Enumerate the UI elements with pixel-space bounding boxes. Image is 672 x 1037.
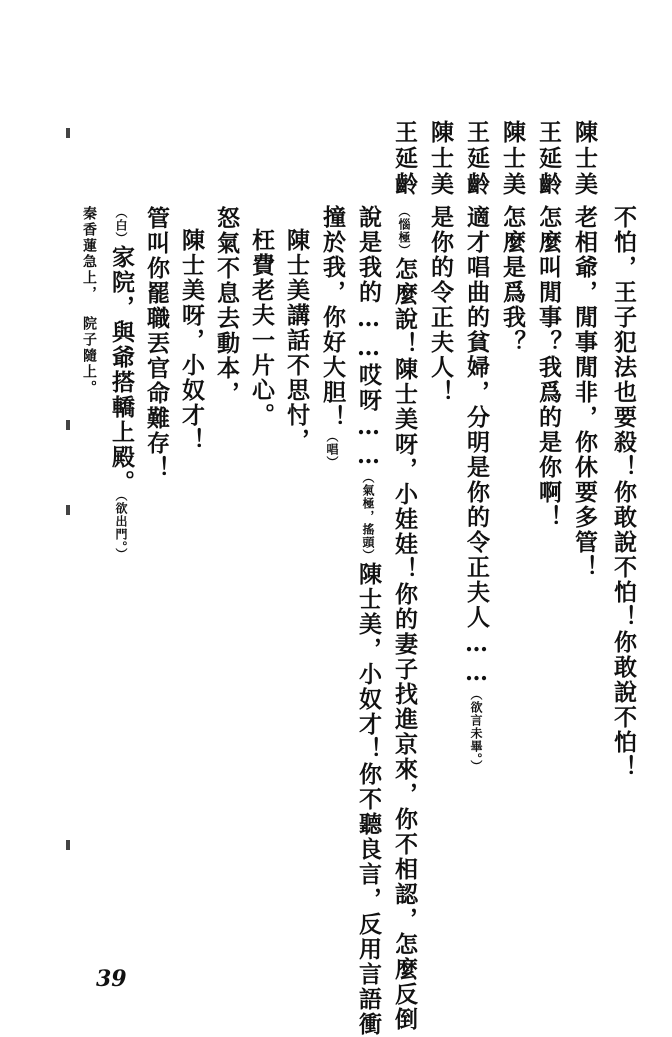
stage-direction: （惱極） xyxy=(397,205,411,257)
text-column-7 xyxy=(393,205,416,1032)
speaker-label-4: 陳士美 xyxy=(499,120,526,198)
column-text: 管叫你罷職丟官命難存！ xyxy=(143,206,170,481)
scan-edge-mark xyxy=(66,420,70,430)
page-number: 39 xyxy=(96,966,127,992)
column-text: 陳士美呀，小奴才！ xyxy=(178,228,205,453)
verse-line-2 xyxy=(250,228,273,428)
column-text: 家院，與爺搭轎上殿。 xyxy=(108,245,135,495)
column-text: 陳士美講話不思忖， xyxy=(283,228,310,453)
speaker-label-5: 王延齡 xyxy=(463,120,490,198)
stage-direction: （唱） xyxy=(325,430,339,469)
verse-line-4 xyxy=(180,228,203,453)
stage-direction: （白） xyxy=(114,206,128,245)
stage-direction: （欲言未畢。） xyxy=(469,688,483,773)
scan-edge-mark xyxy=(66,128,70,138)
text-column-2 xyxy=(573,205,596,580)
column-text: 老相爺，閒事閒非，你休要多管！ xyxy=(571,205,598,580)
text-column-15 xyxy=(110,206,133,561)
column-text: 怎麼說！陳士美呀，小娃娃！你的妻子找進京來，你不相認，怎麼反倒 xyxy=(391,257,418,1032)
text-column-8 xyxy=(357,205,380,1037)
text-column-9 xyxy=(321,205,344,469)
column-text: 撞於我，你好大胆！ xyxy=(319,205,346,430)
scan-edge-mark xyxy=(66,840,70,850)
text-column-4 xyxy=(501,205,524,355)
text-column-5 xyxy=(465,205,488,773)
speaker-label-7: 王延齡 xyxy=(391,120,418,198)
speaker-label-6: 陳士美 xyxy=(427,120,454,198)
column-text: 怎麼叫閒事？我爲的是你啊！ xyxy=(535,205,562,530)
stage-direction: 秦香蓮急上， xyxy=(81,206,97,302)
text-column-3 xyxy=(537,205,560,530)
column-text: 不怕，王子犯法也要殺！你敢說不怕！你敢說不怕！ xyxy=(610,205,637,780)
column-text: 枉費老夫一片心。 xyxy=(248,228,275,428)
scan-edge-mark xyxy=(66,505,70,515)
stage-direction: （欲出門。） xyxy=(114,495,128,561)
verse-line-1 xyxy=(285,228,308,453)
speaker-label-3: 王延齡 xyxy=(535,120,562,198)
stage-direction: （氣極，搖頭） xyxy=(361,471,375,562)
column-text: 是你的令正夫人！ xyxy=(427,205,454,405)
text-column-1 xyxy=(612,205,635,780)
text-column-6 xyxy=(429,205,452,405)
column-text: 怎麼是爲我？ xyxy=(499,205,526,355)
column-text: 適才唱曲的貧婦，分明是你的令正夫人…… xyxy=(463,205,490,688)
verse-line-3 xyxy=(215,206,238,406)
stage-direction: 院子隨上。 xyxy=(81,316,97,396)
column-text: 陳士美，小奴才！你不聽良言，反用言語衝 xyxy=(355,562,382,1037)
speaker-label-2: 陳士美 xyxy=(571,120,598,198)
column-text: 怒氣不息去動本， xyxy=(213,206,240,406)
column-text: 說是我的……哎呀…… xyxy=(355,205,382,471)
stage-direction-column xyxy=(82,206,96,396)
verse-line-5 xyxy=(145,206,168,481)
